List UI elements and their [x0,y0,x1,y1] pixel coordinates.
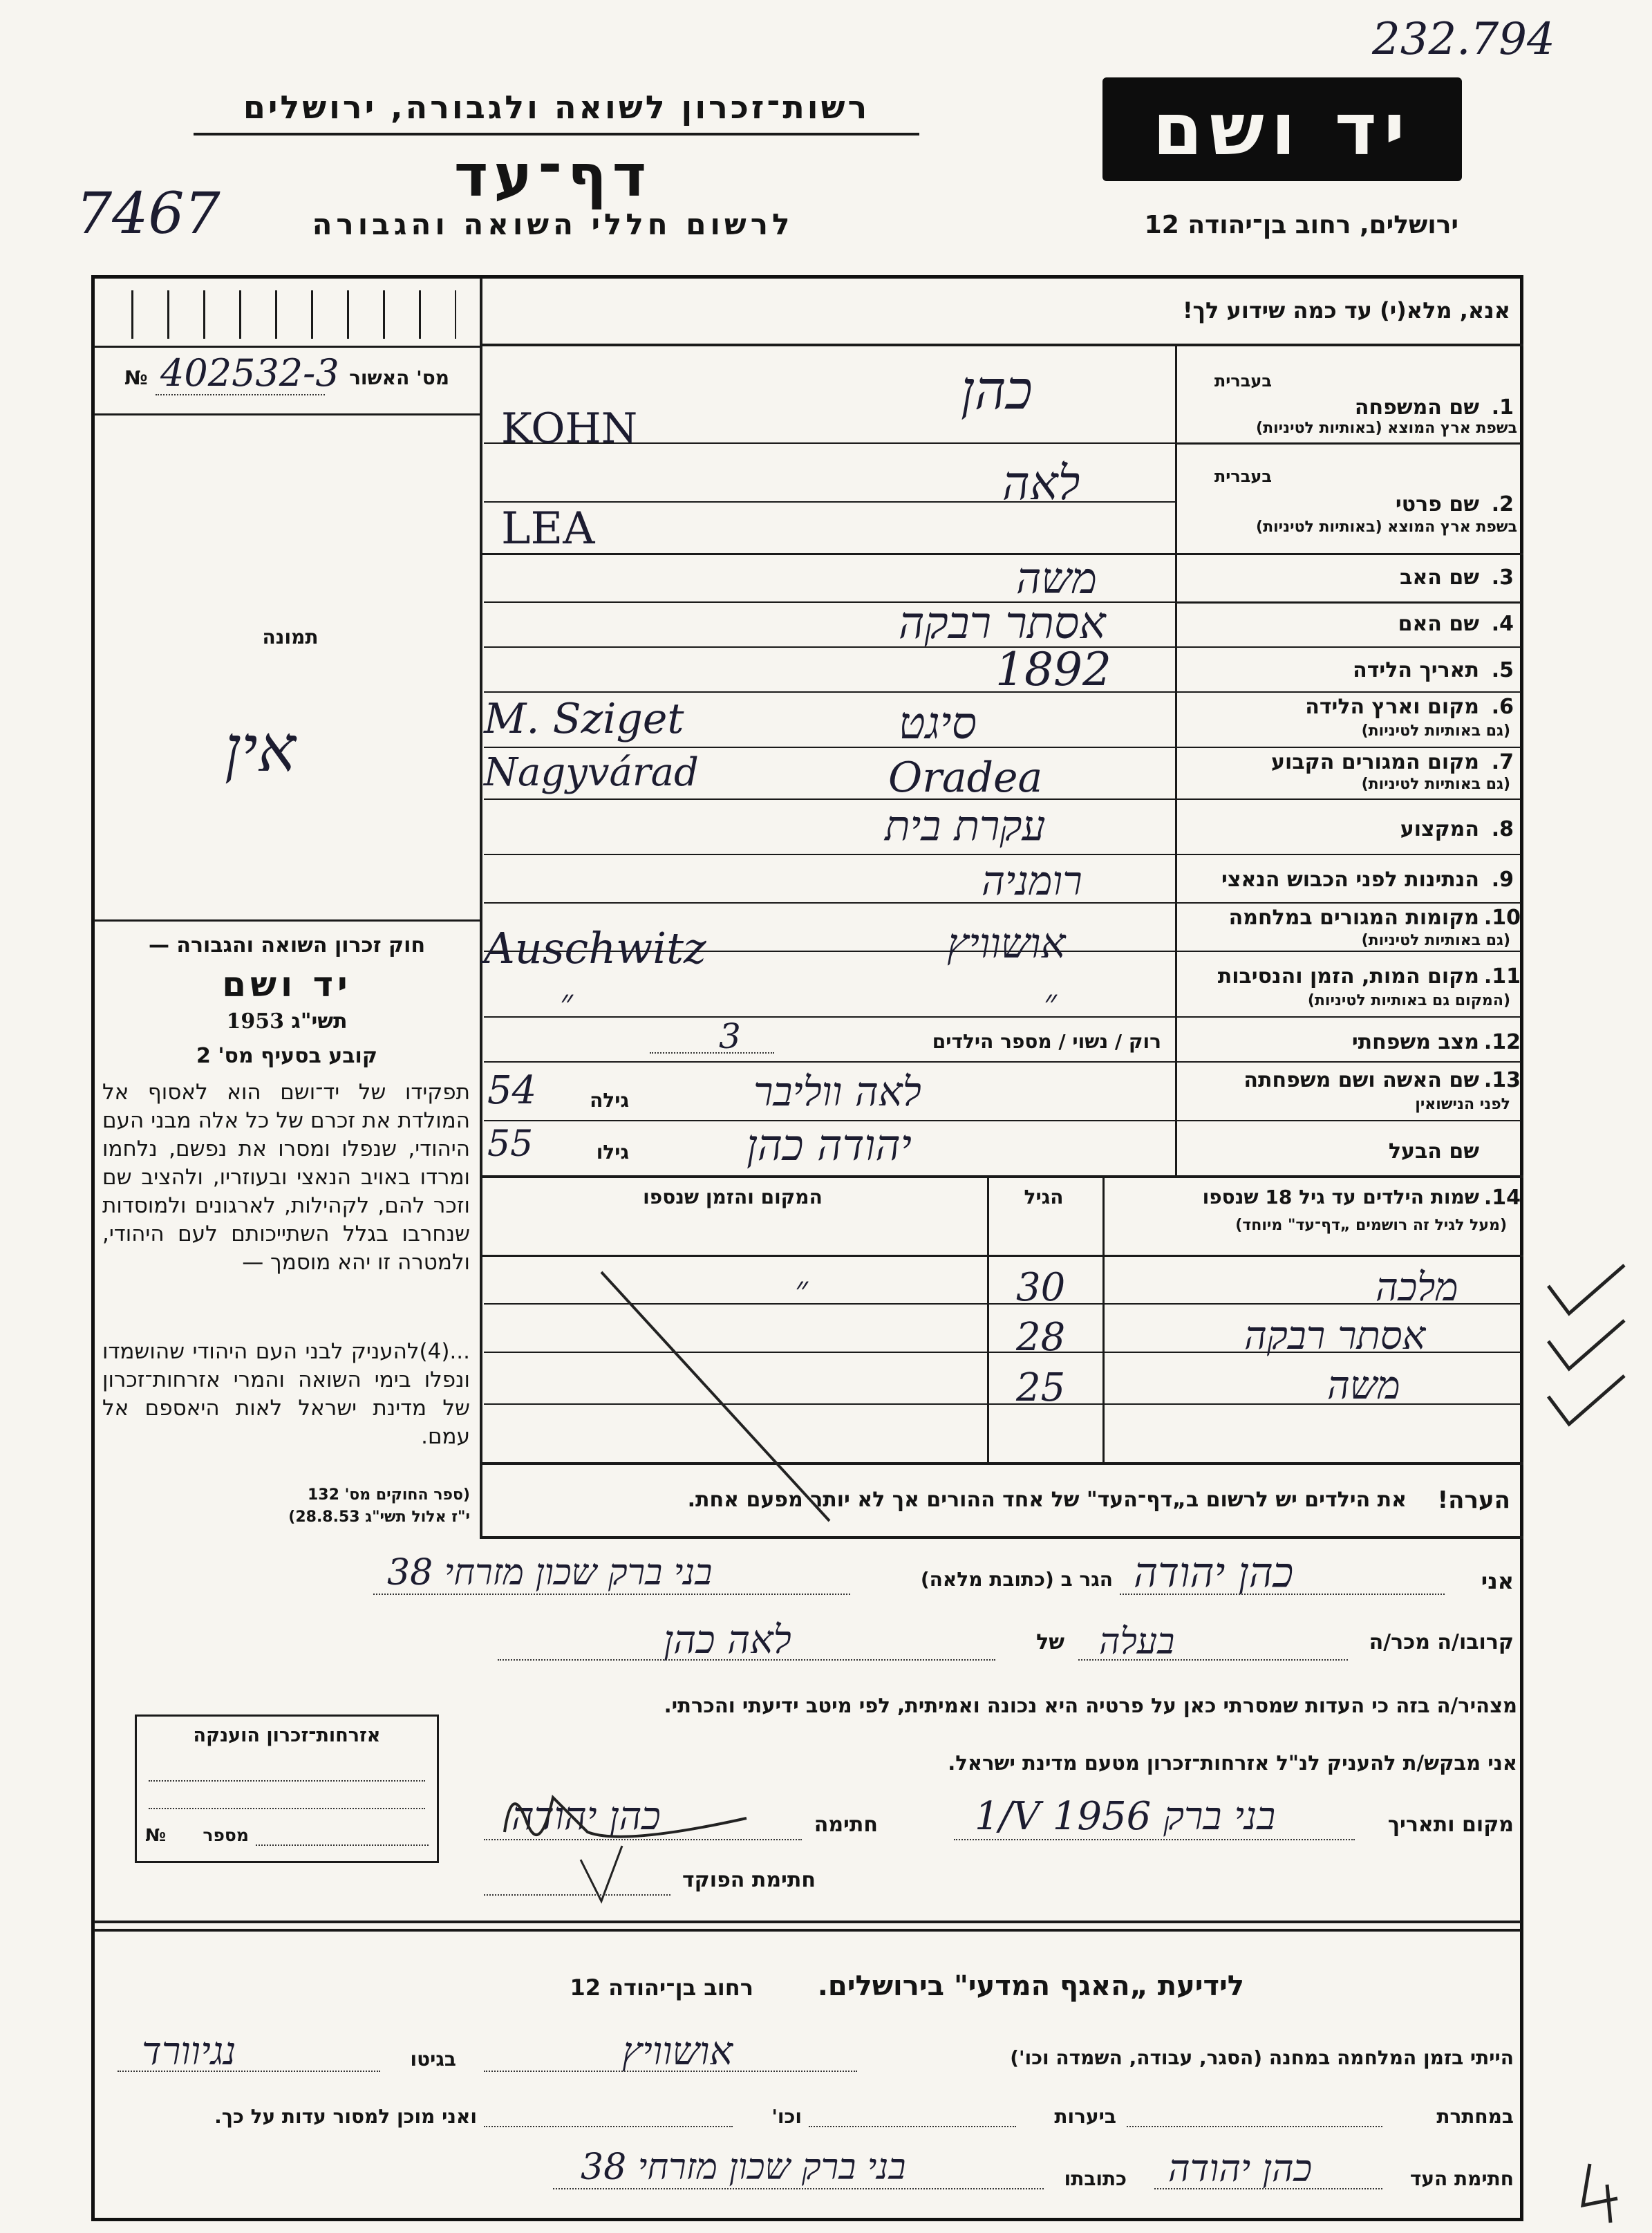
dotline [1127,2126,1382,2127]
photo-label: תמונה [262,626,319,648]
field-1-num: 1. [1491,395,1514,420]
law-year-heb: תשי"ג [291,1009,348,1034]
residence-hebrew[interactable]: Oradea [888,754,1043,802]
field-8-num: 8. [1491,817,1514,841]
children-header-line [480,1255,1523,1257]
given-name-hebrew[interactable]: לאה [1002,456,1080,511]
etc-label: וכו' [771,2105,802,2128]
wife-maiden-name[interactable]: לאה ווליבר [753,1068,921,1115]
reference-number: 232.794 [1372,14,1555,65]
dotline [1154,2188,1382,2189]
check-marks [1541,1258,1638,1438]
dotline [149,1780,425,1782]
dotline [1120,1594,1445,1595]
row-line [484,1120,1521,1121]
row-line [1175,601,1521,604]
law-text: תפקידו של יד־ושם הוא לאסוף אל המולדת את זכרם של כל אלה מבני העם היהודי, שנפלו ומסרו את נפשם, נלחמו ומרדו באויב הנאצי ובעוזריו, ולהציב שם וזכר להם, לקהילות, לארגונים ולמוסדות שנחרבו בגלל השתייכותם לעם היהודי, ולמטרה זו יהא מוסמך — [102,1080,470,1275]
logo-text: יד ושם [1152,87,1412,171]
witness-address-value[interactable]: בני ברק שכון מזרחי 38 [581,2147,906,2188]
witness-sig-value[interactable]: כהן יהודה [1168,2147,1313,2190]
child-1-age[interactable]: 30 [1016,1265,1066,1310]
ghetto-label: בגיטו [410,2048,456,2071]
latin-note-short: (גם באותיות לטיניות) [1361,722,1510,740]
reg-symbol: № [124,366,148,389]
camp-value[interactable]: אושוויץ [622,2029,733,2074]
child-3-name[interactable]: משה [1327,1363,1400,1408]
footer-address: רחוב בן־יהודה 12 [570,1974,753,2001]
field-11-sub: (המקום גם באותיות לטיניות) [1307,992,1510,1009]
place-date-value[interactable]: 1/V 1956 בני ברק [975,1794,1276,1839]
witness-sig-label: חתימת העד [1409,2167,1514,2190]
note-bottom-line [480,1536,1523,1539]
field-12-label: מצב משפחתי [1351,1030,1479,1054]
field-10-label: מקומות המגורים במלחמה [1228,906,1479,930]
law-year-num: 1953 [226,1009,284,1034]
dotline [484,2071,857,2072]
label-hebrew: בעברית [1214,467,1272,486]
residence-latin[interactable]: Nagyvárad [484,750,699,795]
authority-underline [194,133,919,136]
field-2-num: 2. [1491,492,1514,516]
camp-label: הייתי בזמן המלחמה במחנה (הסגר, עבודה, השמדה וכו') [1010,2046,1514,2069]
form-title: דף־עד [453,142,653,209]
row-line [480,553,1523,555]
field-6-label: מקום וארץ הלידה [1305,695,1479,719]
field-2-label: שם פרטי [1395,492,1479,516]
wife-age-label: גילה [590,1089,629,1112]
field-1-label: שם המשפחה [1354,395,1479,420]
of-label: של [1036,1630,1064,1654]
intro-underline [480,344,1523,346]
child-1-name[interactable]: מלכה [1376,1265,1458,1310]
field-9-num: 9. [1491,868,1514,892]
latin-note: בשפת ארץ המוצא (באותיות לטיניות) [1256,420,1517,437]
birthplace-hebrew[interactable]: סיגט [899,698,977,749]
field-10-num: 10. [1483,906,1521,930]
reg-underline [94,413,480,415]
field-6-num: 6. [1491,695,1514,719]
margin-mark [1569,2157,1631,2226]
footer-double-line [94,1929,1521,1932]
dotline [809,2126,1016,2127]
latin-note: בשפת ארץ המוצא (באותיות לטיניות) [1256,518,1517,536]
law-ref-date: י"ז אלול תשי"ג 28.8.53) [288,1508,470,1526]
place-date-label: מקום ותאריך [1387,1813,1514,1837]
label-hebrew: בעברית [1214,371,1272,391]
children-col-divider [1102,1175,1105,1462]
tick-boxes [131,290,456,339]
marital-options: רוק / נשוי / מספר הילדים [932,1030,1161,1053]
field-11-num: 11. [1483,964,1521,989]
father-name[interactable]: משה [1016,553,1097,604]
dotline [484,1894,670,1896]
reg-label: מס' האשור [349,366,449,389]
death-place-latin[interactable]: ״ [560,982,573,1022]
intro-text: אנא, מלא(י) עד כמה שידוע לך! [1182,297,1510,324]
children-header: שמות הילדים עד גיל 18 שנספו [1202,1186,1479,1208]
surname-hebrew[interactable]: כהן [961,359,1033,422]
field-3-num: 3. [1491,566,1514,590]
law-ref: (ספר החוקים מס' 132 [307,1486,470,1504]
citizenship-box-title: אזרחות־זכרון הוענקה [193,1725,381,1746]
citizenship-number-symbol: № [145,1825,167,1845]
field-5-label: תאריך הלידה [1353,658,1479,682]
latin-note-short: (גם באותיות לטיניות) [1361,932,1510,949]
law-clause: קובע בסעיף מס' 2 [196,1044,377,1068]
husband-age[interactable]: 55 [487,1123,534,1165]
dotline [118,2071,380,2072]
partisans-label: ביערות [1054,2105,1116,2128]
note-label: הערה! [1437,1486,1510,1514]
of-value[interactable]: לאה כהן [664,1618,791,1663]
field-4-num: 4. [1491,612,1514,636]
dotline [954,1839,1355,1840]
row-line [484,854,1521,855]
row-line [1175,442,1521,445]
children-count[interactable]: 3 [719,1016,741,1056]
field-13-num: 13. [1483,1068,1521,1092]
authority-line: רשות־זכרון לשואה ולגבורה, ירושלים [243,88,870,126]
photo-bottom-line [94,919,480,922]
field-4-label: שם האם [1398,612,1479,636]
children-col-place: המקום והזמן שנספו [643,1186,823,1208]
field-9-label: הנתינות לפני הכבוש הנאצי [1221,868,1479,892]
surname-latin[interactable]: KOHN [501,404,638,453]
yad-vashem-logo [1102,77,1462,181]
signature-value[interactable]: כהן יהודה [511,1794,661,1839]
file-number: 7467 [76,181,220,247]
footer-double-line [94,1921,1521,1923]
wife-age[interactable]: 54 [487,1068,537,1113]
declarant-name[interactable]: כהן יהודה [1134,1549,1294,1597]
field-3-label: שם האב [1400,566,1479,590]
reg-dotline [156,394,325,395]
left-column-divider [480,278,482,1536]
field-11-label: מקום המות, הזמן והנסיבות [1217,964,1479,989]
declaration-statement: מצהיר/ה בזה כי העדות שמסרתי כאן על פרטיה היא נכונה ואמיתית, לפי מיטב ידיעתי והכרתי. [664,1694,1517,1717]
dotline [149,1808,425,1809]
field-5-num: 5. [1491,658,1514,682]
law-name: יד ושם [222,964,352,1005]
law-year [104,1009,470,1034]
child-3-age[interactable]: 25 [1016,1365,1066,1410]
death-place-hebrew[interactable]: ״ [1044,982,1057,1022]
witness-address-label: כתובתו [1064,2167,1127,2190]
relation-value[interactable]: בעלה [1099,1621,1175,1663]
row-line [484,1016,1521,1018]
wartime-residence-latin[interactable]: Auschwitz [484,923,706,973]
ready-label: ואני מוכן למסור עדות על כך. [214,2105,477,2128]
child-2-name[interactable]: אסתר רבקה [1244,1314,1426,1358]
form-subtitle: לרשום חללי השואה והגבורה [312,207,794,241]
husband-age-label: גילו [596,1141,629,1164]
dotline [553,2188,1044,2189]
reg-value[interactable]: 402532-3 [160,351,339,395]
husband-name[interactable]: יהודה כהן [747,1120,912,1170]
declaration-request: אני מבקש/ת להעניק לנ"ל אזרחות־זכרון מטעם מדינת ישראל. [948,1751,1517,1775]
signature-label: חתימה [814,1813,878,1837]
label-column-divider [1175,346,1177,1175]
child-2-age[interactable]: 28 [1016,1315,1066,1360]
footer-title: לידיעת „האגף המדעי" בירושלים. [817,1970,1244,2002]
mother-name[interactable]: אסתר רבקה [899,598,1106,649]
dotline [373,1594,850,1595]
field-7-label: מקום המגורים הקבוע [1271,750,1479,774]
law-text-2: ...(4)להעניק לבני העם היהודי שהושמדו ונפלו בימי השואה והמרי אזרחות־זכרון של מדינת ישראל לאות היאספם אל עמם. [102,1339,470,1449]
note-text: את הילדים יש לרשום ב„דף־העד" של אחד ההורים אך לא יותר מפעם אחת. [687,1488,1407,1512]
citizenship-number-label: מספר [203,1825,249,1845]
dotline [1078,1659,1348,1661]
field-12-num: 12. [1483,1030,1521,1054]
row-line [480,1175,1523,1178]
field-13-label: שם האשה ושם משפחתה [1243,1068,1479,1092]
law-title: חוק זכרון השואה והגבורה — [148,933,426,957]
photo-note: אין [225,712,296,786]
child-1-place[interactable]: ״ [795,1269,808,1309]
dotline [256,1844,429,1846]
birthplace-latin[interactable]: M. Sziget [484,695,684,743]
row-line [484,1061,1521,1063]
address: ירושלים, רחוב בן־יהודה 12 [1144,211,1458,239]
given-name-latin[interactable]: LEA [501,503,595,554]
husband-label: שם הבעל [1388,1139,1479,1164]
declaration-ani: אני [1481,1568,1514,1594]
dotline [484,2126,733,2127]
field-7-num: 7. [1491,750,1514,774]
children-count-dotline [650,1052,774,1054]
profession[interactable]: עקרת בית [885,802,1046,850]
children-header-sub: (מעל לגיל זה רושמים „דף־עד" מיוחד) [1235,1217,1507,1234]
declarant-address[interactable]: בני ברק שכון מזרחי 38 [387,1552,713,1594]
birth-date[interactable]: 1892 [995,643,1111,696]
row-line [484,747,1521,748]
nationality[interactable]: רומניה [982,857,1082,904]
field-8-label: המקצוע [1400,817,1479,841]
dotline [498,1659,995,1661]
wartime-residence-hebrew[interactable]: אושוויץ [947,919,1066,968]
residing-label: הגר ב (כתובת מלאה) [920,1568,1113,1591]
children-num: 14. [1483,1186,1521,1210]
hiding-label: במחתרת [1436,2105,1514,2128]
children-col-divider [987,1175,989,1462]
latin-note-short: (גם באותיות לטיניות) [1361,776,1510,793]
field-13-sub: לפני הנישואין [1415,1096,1510,1113]
dotline [484,1839,802,1840]
ticks-underline [94,346,480,348]
ghetto-value[interactable]: נגיוורד [142,2029,236,2074]
official-signature-label: חתימת הפוקד [682,1868,816,1892]
relation-label: קרובו/ה מכר/ה [1369,1630,1514,1654]
children-col-age: הגיל [1024,1186,1064,1208]
